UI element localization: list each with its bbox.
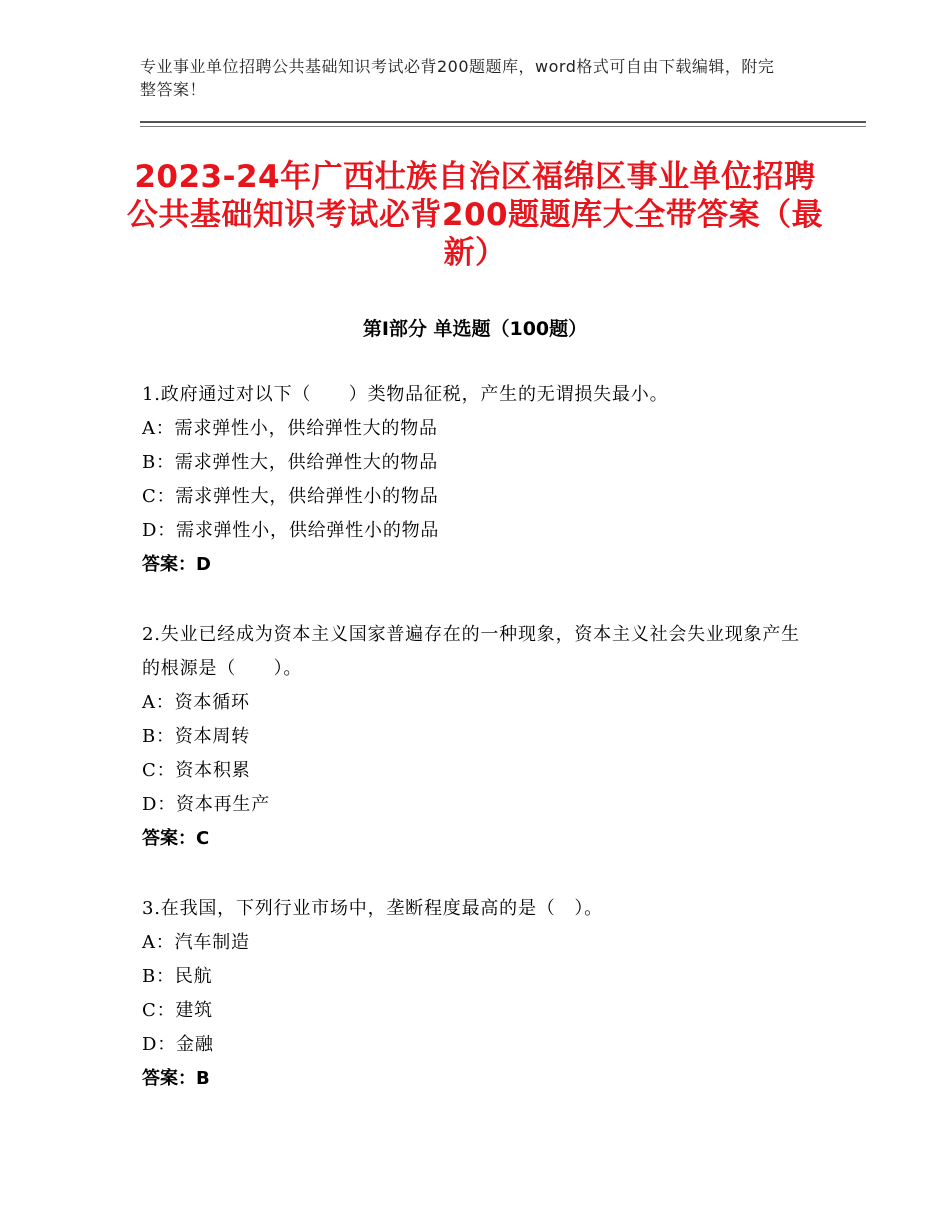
option-c: C：建筑 xyxy=(142,1000,213,1021)
header-note: 专业事业单位招聘公共基础知识考试必背200题题库，word格式可自由下载编辑，附完整答案！ xyxy=(140,57,775,99)
option-d: D：资本再生产 xyxy=(142,794,271,815)
question-3 xyxy=(142,892,802,1096)
option-b: B：需求弹性大，供给弹性大的物品 xyxy=(142,452,439,473)
option-a: A：汽车制造 xyxy=(142,932,250,953)
option-c: C：资本积累 xyxy=(142,760,251,781)
option-d: D：需求弹性小，供给弹性小的物品 xyxy=(142,520,440,541)
section-title: 第Ⅰ部分 单选题（100题） xyxy=(362,318,588,340)
option-b: B：资本周转 xyxy=(142,726,251,747)
option-b: B：民航 xyxy=(142,966,213,987)
answer-label: 答案：B xyxy=(142,1068,210,1089)
header-divider-thin xyxy=(140,126,866,127)
document-title: 2023-24年广西壮族自治区福绵区事业单位招聘公共基础知识考试必背200题题库大全带答案（最新） xyxy=(126,159,824,271)
question-stem: 3.在我国，下列行业市场中，垄断程度最高的是（ ）。 xyxy=(142,898,603,919)
question-1 xyxy=(142,378,802,582)
option-d: D：金融 xyxy=(142,1034,214,1055)
answer-label: 答案：D xyxy=(142,554,211,575)
option-c: C：需求弹性大，供给弹性小的物品 xyxy=(142,486,439,507)
question-stem: 1.政府通过对以下（ ）类物品征税，产生的无谓损失最小。 xyxy=(142,384,669,405)
option-a: A：资本循环 xyxy=(142,692,250,713)
option-a: A：需求弹性小，供给弹性大的物品 xyxy=(142,418,438,439)
question-stem: 2.失业已经成为资本主义国家普遍存在的一种现象，资本主义社会失业现象产生的根源是（ ）。 xyxy=(142,624,800,679)
question-2 xyxy=(142,618,802,856)
answer-label: 答案：C xyxy=(142,828,210,849)
header-divider-thick xyxy=(140,121,866,123)
